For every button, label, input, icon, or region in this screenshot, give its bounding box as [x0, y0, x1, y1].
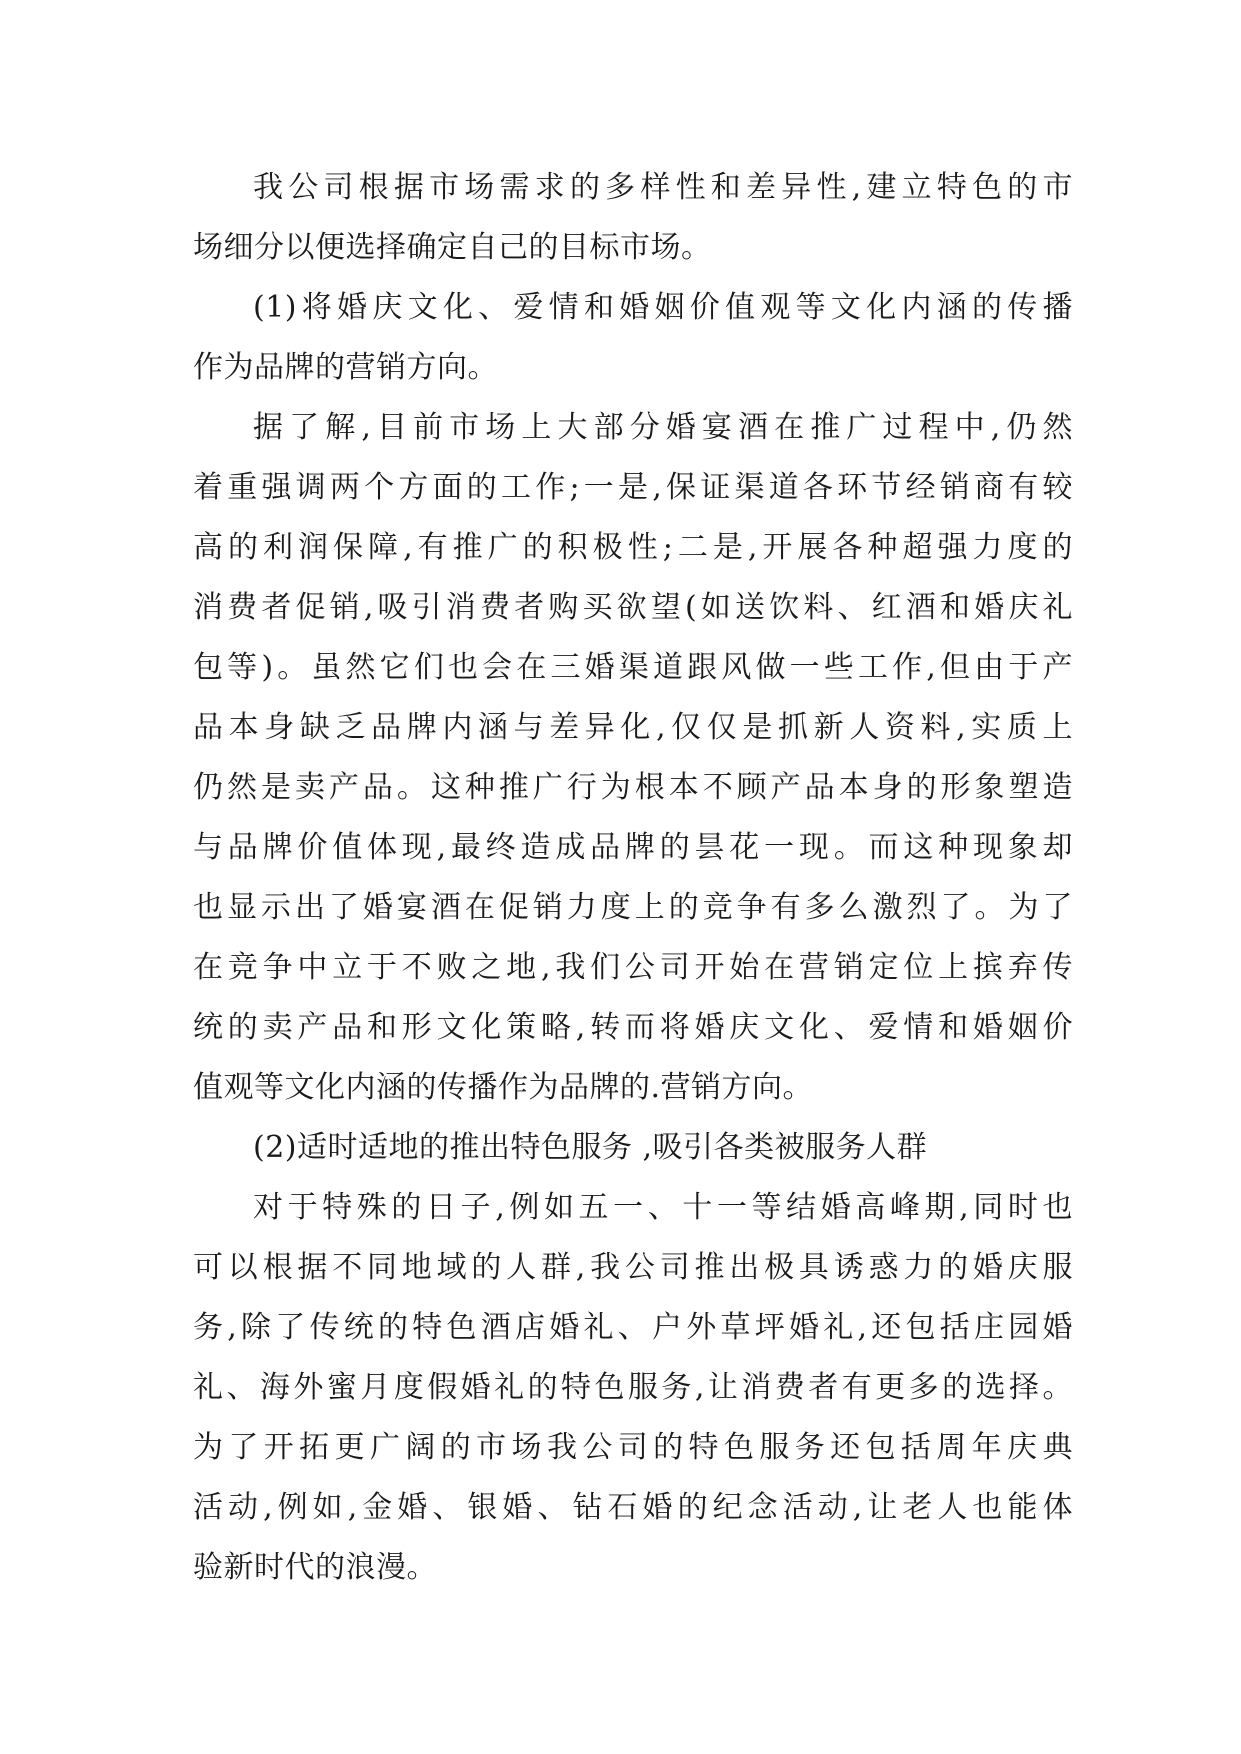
- text-line: 活动,例如,金婚、银婚、钻石婚的纪念活动,让老人也能体: [193, 1490, 1073, 1525]
- text-line: 对于特殊的日子,例如五一、十一等结婚高峰期,同时也: [253, 1190, 1073, 1225]
- text-line: 与品牌价值体现,最终造成品牌的昙花一现。而这种现象却: [193, 830, 1073, 865]
- text-line: 包等)。虽然它们也会在三婚渠道跟风做一些工作,但由于产: [193, 650, 1073, 685]
- text-line: 验新时代的浪漫。: [193, 1550, 437, 1585]
- paragraph-point-2-body: [193, 1178, 1073, 1598]
- paragraph-point-2-heading: [193, 1118, 1073, 1178]
- text-line: (2)适时适地的推出特色服务 ,吸引各类被服务人群: [253, 1130, 928, 1165]
- text-line: 统的卖产品和形文化策略,转而将婚庆文化、爱情和婚姻价: [193, 1010, 1073, 1045]
- paragraph-market-segmentation: [193, 158, 1073, 278]
- text-line: 品本身缺乏品牌内涵与差异化,仅仅是抓新人资料,实质上: [193, 710, 1073, 745]
- text-line: 在竞争中立于不败之地,我们公司开始在营销定位上摈弃传: [193, 950, 1073, 985]
- text-line: 场细分以便选择确定自己的目标市场。: [193, 230, 712, 265]
- text-line: 消费者促销,吸引消费者购买欲望(如送饮料、红酒和婚庆礼: [193, 590, 1073, 625]
- text-line: 着重强调两个方面的工作;一是,保证渠道各环节经销商有较: [193, 470, 1073, 505]
- text-line: 也显示出了婚宴酒在促销力度上的竞争有多么激烈了。为了: [193, 890, 1073, 925]
- text-line: (1)将婚庆文化、爱情和婚姻价值观等文化内涵的传播: [253, 290, 1073, 325]
- text-line: 值观等文化内涵的传播作为品牌的.营销方向。: [193, 1070, 814, 1105]
- text-line: 为了开拓更广阔的市场我公司的特色服务还包括周年庆典: [193, 1430, 1073, 1465]
- text-line: 高的利润保障,有推广的积极性;二是,开展各种超强力度的: [193, 530, 1073, 565]
- text-line: 可以根据不同地域的人群,我公司推出极具诱惑力的婚庆服: [193, 1250, 1073, 1285]
- text-line: 据了解,目前市场上大部分婚宴酒在推广过程中,仍然: [253, 410, 1073, 445]
- text-line: 我公司根据市场需求的多样性和差异性,建立特色的市: [253, 170, 1073, 205]
- text-line: 务,除了传统的特色酒店婚礼、户外草坪婚礼,还包括庄园婚: [193, 1310, 1073, 1345]
- paragraph-point-1-body: [193, 398, 1073, 1118]
- text-line: 作为品牌的营销方向。: [193, 350, 498, 385]
- text-line: 仍然是卖产品。这种推广行为根本不顾产品本身的形象塑造: [193, 770, 1073, 805]
- text-line: 礼、海外蜜月度假婚礼的特色服务,让消费者有更多的选择。: [193, 1370, 1073, 1405]
- document-body: [193, 158, 1073, 1598]
- paragraph-point-1-heading: [193, 278, 1073, 398]
